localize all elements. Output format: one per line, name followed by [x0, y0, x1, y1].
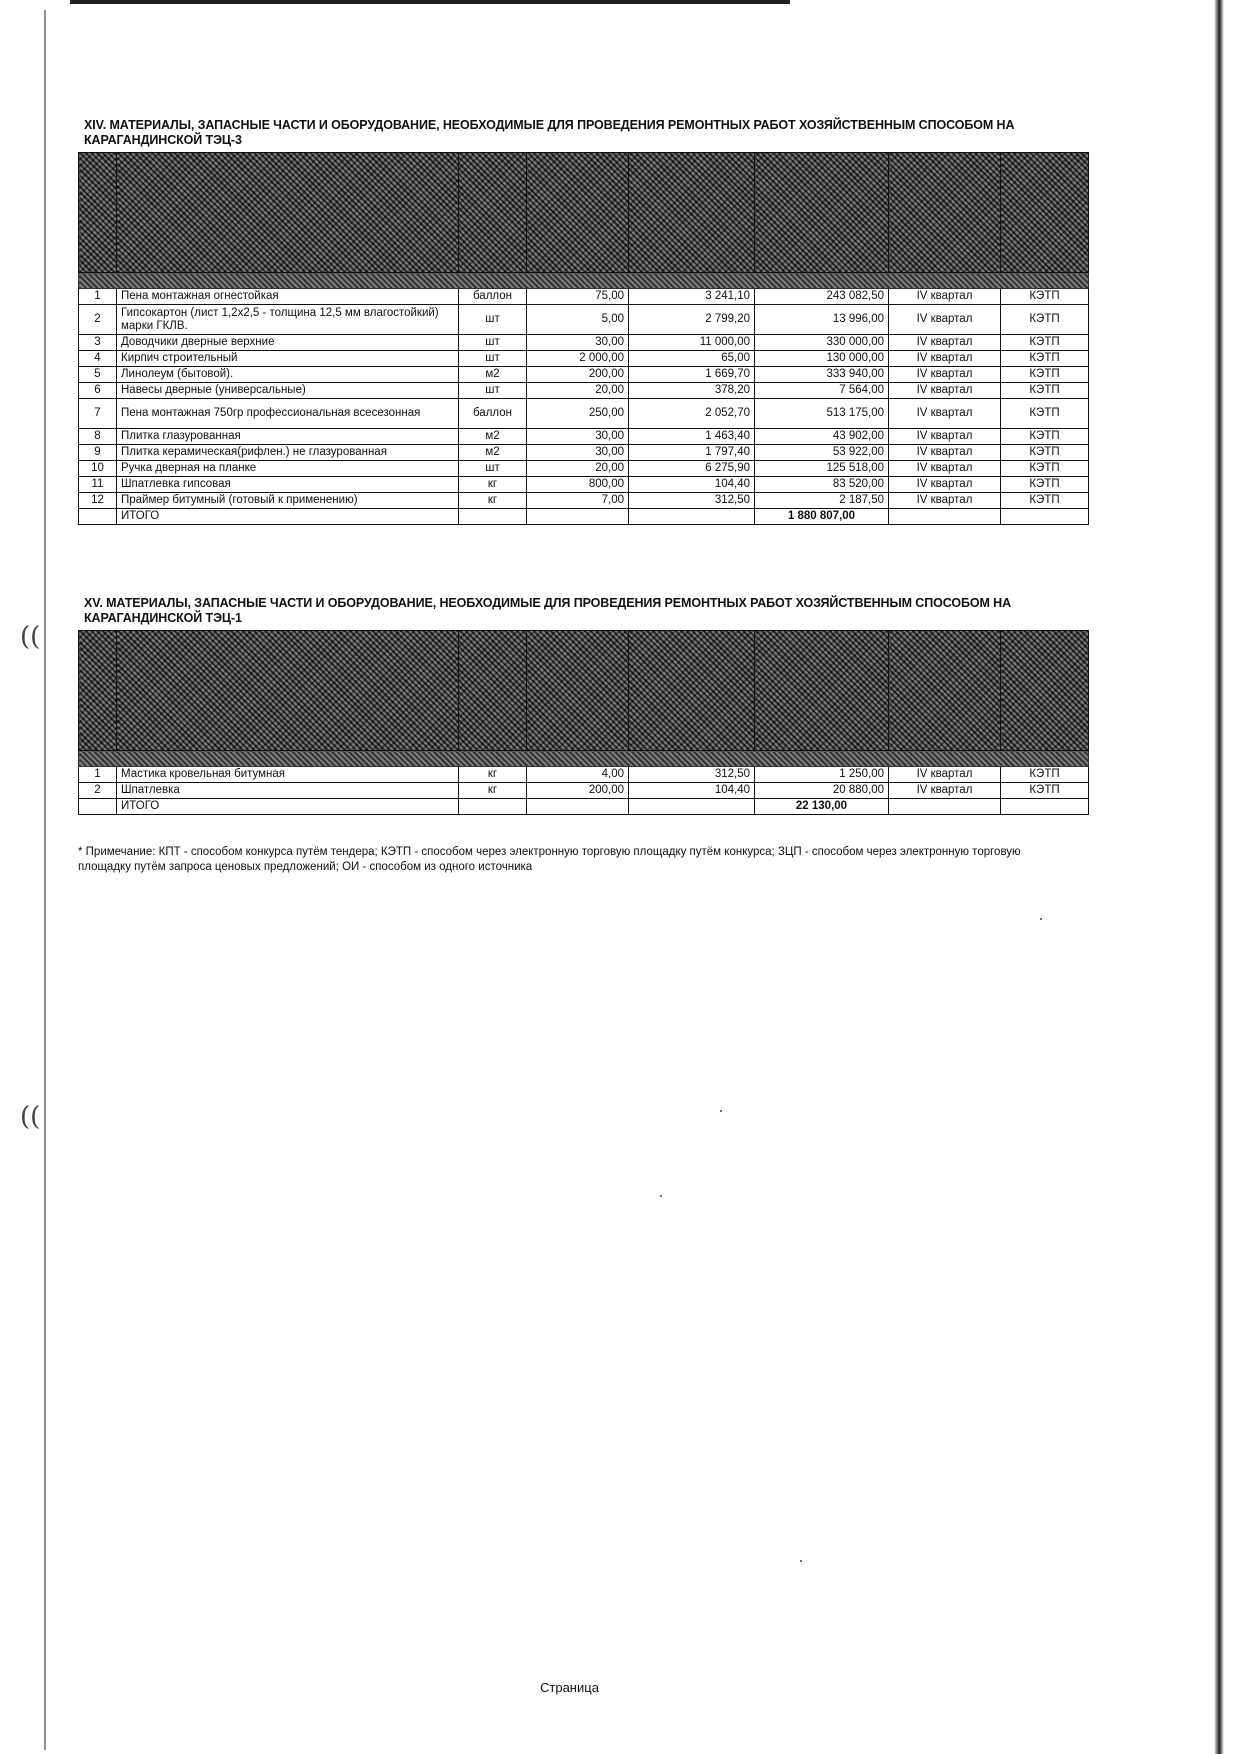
procurement-method-cell: КЭТП [1001, 477, 1089, 493]
quantity-cell: 30,00 [527, 429, 629, 445]
row-number-cell: 1 [79, 767, 117, 783]
empty-cell [459, 509, 527, 525]
unit-price-cell: 104,40 [629, 783, 755, 799]
procurement-method-cell: КЭТП [1001, 783, 1089, 799]
header-cell [527, 631, 629, 751]
procurement-method-cell: КЭТП [1001, 767, 1089, 783]
row-number-cell: 1 [79, 289, 117, 305]
unit-cell: шт [459, 305, 527, 335]
procurement-method-cell: КЭТП [1001, 429, 1089, 445]
period-cell: IV квартал [889, 383, 1001, 399]
item-name-cell: Плитка керамическая(рифлен.) не глазурованная [117, 445, 459, 461]
period-cell: IV квартал [889, 477, 1001, 493]
procurement-method-cell: КЭТП [1001, 351, 1089, 367]
item-name-cell: Мастика кровельная битумная [117, 767, 459, 783]
quantity-cell: 200,00 [527, 367, 629, 383]
procurement-method-cell: КЭТП [1001, 493, 1089, 509]
unit-price-cell: 1 669,70 [629, 367, 755, 383]
header-cell [117, 153, 459, 273]
total-sum-cell: 53 922,00 [755, 445, 889, 461]
table-row [79, 367, 1089, 383]
total-sum-cell: 330 000,00 [755, 335, 889, 351]
header-cell [117, 631, 459, 751]
table-row [79, 305, 1089, 335]
quantity-cell: 20,00 [527, 383, 629, 399]
total-sum-cell: 2 187,50 [755, 493, 889, 509]
table-row [79, 461, 1089, 477]
scan-speck [720, 1110, 722, 1112]
materials-table-tec1 [78, 630, 1089, 815]
empty-cell [79, 509, 117, 525]
period-cell: IV квартал [889, 445, 1001, 461]
item-name-cell: Кирпич строительный [117, 351, 459, 367]
header-cell [1001, 153, 1089, 273]
total-sum-cell: 513 175,00 [755, 399, 889, 429]
section-tec1 [78, 596, 1088, 815]
scan-speck [1040, 918, 1042, 920]
section-tec3 [78, 118, 1088, 525]
table-row [79, 783, 1089, 799]
table-body [79, 289, 1089, 525]
item-name-cell: Шпатлевка гипсовая [117, 477, 459, 493]
empty-cell [629, 799, 755, 815]
item-name-cell: Линолеум (бытовой). [117, 367, 459, 383]
section-title: XIV. МАТЕРИАЛЫ, ЗАПАСНЫЕ ЧАСТИ И ОБОРУДОВАНИЕ, НЕОБХОДИМЫЕ ДЛЯ ПРОВЕДЕНИЯ РЕМОНТНЫХ РАБОТ ХОЗЯЙСТВЕННЫМ СПОСОБОМ НА КАРАГАНДИНСКОЙ ТЭЦ-3 [84, 118, 1015, 147]
procurement-method-cell: КЭТП [1001, 445, 1089, 461]
header-cell [755, 631, 889, 751]
table-body [79, 767, 1089, 815]
total-sum-cell: 125 518,00 [755, 461, 889, 477]
unit-price-cell: 11 000,00 [629, 335, 755, 351]
item-name-cell: Ручка дверная на планке [117, 461, 459, 477]
unit-cell: шт [459, 335, 527, 351]
total-sum: 22 130,00 [755, 799, 889, 815]
subheader-cell [79, 273, 1089, 289]
header-cell [459, 631, 527, 751]
empty-cell [527, 799, 629, 815]
table-row [79, 383, 1089, 399]
unit-price-cell: 312,50 [629, 493, 755, 509]
total-sum-cell: 130 000,00 [755, 351, 889, 367]
quantity-cell: 800,00 [527, 477, 629, 493]
quantity-cell: 200,00 [527, 783, 629, 799]
section-title: XV. МАТЕРИАЛЫ, ЗАПАСНЫЕ ЧАСТИ И ОБОРУДОВАНИЕ, НЕОБХОДИМЫЕ ДЛЯ ПРОВЕДЕНИЯ РЕМОНТНЫХ РАБОТ ХОЗЯЙСТВЕННЫМ СПОСОБОМ НА КАРАГАНДИНСКОЙ ТЭЦ-1 [84, 596, 1012, 625]
header-cell [629, 631, 755, 751]
quantity-cell: 30,00 [527, 445, 629, 461]
procurement-method-cell: КЭТП [1001, 383, 1089, 399]
total-sum: 1 880 807,00 [755, 509, 889, 525]
quantity-cell: 2 000,00 [527, 351, 629, 367]
period-cell: IV квартал [889, 461, 1001, 477]
unit-cell: шт [459, 351, 527, 367]
empty-cell [889, 509, 1001, 525]
unit-price-cell: 1 463,40 [629, 429, 755, 445]
table-row [79, 351, 1089, 367]
period-cell: IV квартал [889, 351, 1001, 367]
unit-price-cell: 65,00 [629, 351, 755, 367]
subheader-cell [79, 751, 1089, 767]
row-number-cell: 7 [79, 399, 117, 429]
unit-cell: м2 [459, 445, 527, 461]
item-name-cell: Праймер битумный (готовый к применению) [117, 493, 459, 509]
empty-cell [889, 799, 1001, 815]
table-row [79, 445, 1089, 461]
table-row [79, 289, 1089, 305]
item-name-cell: Доводчики дверные верхние [117, 335, 459, 351]
unit-price-cell: 312,50 [629, 767, 755, 783]
row-number-cell: 3 [79, 335, 117, 351]
quantity-cell: 5,00 [527, 305, 629, 335]
unit-cell: кг [459, 477, 527, 493]
unit-cell: шт [459, 383, 527, 399]
table-header-row [79, 153, 1089, 273]
unit-cell: кг [459, 783, 527, 799]
materials-table-tec3 [78, 152, 1089, 525]
header-cell [889, 153, 1001, 273]
total-sum-cell: 13 996,00 [755, 305, 889, 335]
unit-price-cell: 3 241,10 [629, 289, 755, 305]
unit-cell: шт [459, 461, 527, 477]
empty-cell [1001, 509, 1089, 525]
total-sum-cell: 243 082,50 [755, 289, 889, 305]
footnote: * Примечание: КПТ - способом конкурса путём тендера; КЭТП - способом через электронную торговую площадку путём конкурса; ЗЦП - способом через электронную торговую площадку путём запроса ценовых предложений; ОИ - способом из одного источника [78, 846, 1021, 873]
unit-price-cell: 104,40 [629, 477, 755, 493]
empty-cell [527, 509, 629, 525]
empty-cell [459, 799, 527, 815]
scan-speck [660, 1195, 662, 1197]
table-row [79, 477, 1089, 493]
row-number-cell: 12 [79, 493, 117, 509]
item-name-cell: Плитка глазурованная [117, 429, 459, 445]
total-sum-cell: 333 940,00 [755, 367, 889, 383]
total-row [79, 799, 1089, 815]
table-row [79, 399, 1089, 429]
quantity-cell: 4,00 [527, 767, 629, 783]
header-cell [79, 631, 117, 751]
row-number-cell: 6 [79, 383, 117, 399]
period-cell: IV квартал [889, 767, 1001, 783]
table-subheader-row [79, 273, 1089, 289]
total-sum-cell: 83 520,00 [755, 477, 889, 493]
row-number-cell: 5 [79, 367, 117, 383]
procurement-method-cell: КЭТП [1001, 461, 1089, 477]
period-cell: IV квартал [889, 289, 1001, 305]
total-sum-cell: 1 250,00 [755, 767, 889, 783]
unit-price-cell: 378,20 [629, 383, 755, 399]
unit-cell: кг [459, 767, 527, 783]
header-cell [459, 153, 527, 273]
scan-edge-left [44, 10, 46, 1750]
procurement-method-cell: КЭТП [1001, 399, 1089, 429]
table-subheader-row [79, 751, 1089, 767]
row-number-cell: 2 [79, 305, 117, 335]
row-number-cell: 10 [79, 461, 117, 477]
binder-mark-icon: (( [20, 622, 41, 652]
header-cell [1001, 631, 1089, 751]
total-sum-cell: 20 880,00 [755, 783, 889, 799]
item-name-cell: Гипсокартон (лист 1,2х2,5 - толщина 12,5 мм влагостойкий) марки ГКЛВ. [117, 305, 459, 335]
period-cell: IV квартал [889, 429, 1001, 445]
procurement-method-cell: КЭТП [1001, 289, 1089, 305]
total-label: ИТОГО [117, 509, 459, 525]
empty-cell [79, 799, 117, 815]
procurement-method-cell: КЭТП [1001, 305, 1089, 335]
total-sum-cell: 43 902,00 [755, 429, 889, 445]
period-cell: IV квартал [889, 493, 1001, 509]
table-header-row [79, 631, 1089, 751]
header-cell [889, 631, 1001, 751]
empty-cell [629, 509, 755, 525]
row-number-cell: 11 [79, 477, 117, 493]
header-cell [79, 153, 117, 273]
scan-speck [800, 1560, 802, 1562]
quantity-cell: 250,00 [527, 399, 629, 429]
quantity-cell: 75,00 [527, 289, 629, 305]
total-row [79, 509, 1089, 525]
item-name-cell: Пена монтажная 750гр профессиональная всесезонная [117, 399, 459, 429]
unit-cell: м2 [459, 367, 527, 383]
empty-cell [1001, 799, 1089, 815]
row-number-cell: 2 [79, 783, 117, 799]
period-cell: IV квартал [889, 783, 1001, 799]
unit-cell: баллон [459, 289, 527, 305]
period-cell: IV квартал [889, 305, 1001, 335]
unit-price-cell: 2 052,70 [629, 399, 755, 429]
unit-cell: кг [459, 493, 527, 509]
page-footer: Страница [540, 1680, 599, 1695]
row-number-cell: 4 [79, 351, 117, 367]
row-number-cell: 9 [79, 445, 117, 461]
header-cell [527, 153, 629, 273]
binder-mark-icon: (( [20, 1102, 41, 1132]
scan-edge-right [1214, 0, 1224, 1754]
period-cell: IV квартал [889, 367, 1001, 383]
item-name-cell: Шпатлевка [117, 783, 459, 799]
total-sum-cell: 7 564,00 [755, 383, 889, 399]
unit-cell: баллон [459, 399, 527, 429]
item-name-cell: Навесы дверные (универсальные) [117, 383, 459, 399]
table-row [79, 335, 1089, 351]
item-name-cell: Пена монтажная огнестойкая [117, 289, 459, 305]
unit-price-cell: 1 797,40 [629, 445, 755, 461]
quantity-cell: 30,00 [527, 335, 629, 351]
period-cell: IV квартал [889, 399, 1001, 429]
procurement-method-cell: КЭТП [1001, 335, 1089, 351]
unit-price-cell: 2 799,20 [629, 305, 755, 335]
period-cell: IV квартал [889, 335, 1001, 351]
unit-price-cell: 6 275,90 [629, 461, 755, 477]
table-row [79, 493, 1089, 509]
scan-edge-top [70, 0, 790, 4]
procurement-method-cell: КЭТП [1001, 367, 1089, 383]
table-row [79, 767, 1089, 783]
table-row [79, 429, 1089, 445]
unit-cell: м2 [459, 429, 527, 445]
quantity-cell: 20,00 [527, 461, 629, 477]
header-cell [755, 153, 889, 273]
row-number-cell: 8 [79, 429, 117, 445]
header-cell [629, 153, 755, 273]
quantity-cell: 7,00 [527, 493, 629, 509]
total-label: ИТОГО [117, 799, 459, 815]
